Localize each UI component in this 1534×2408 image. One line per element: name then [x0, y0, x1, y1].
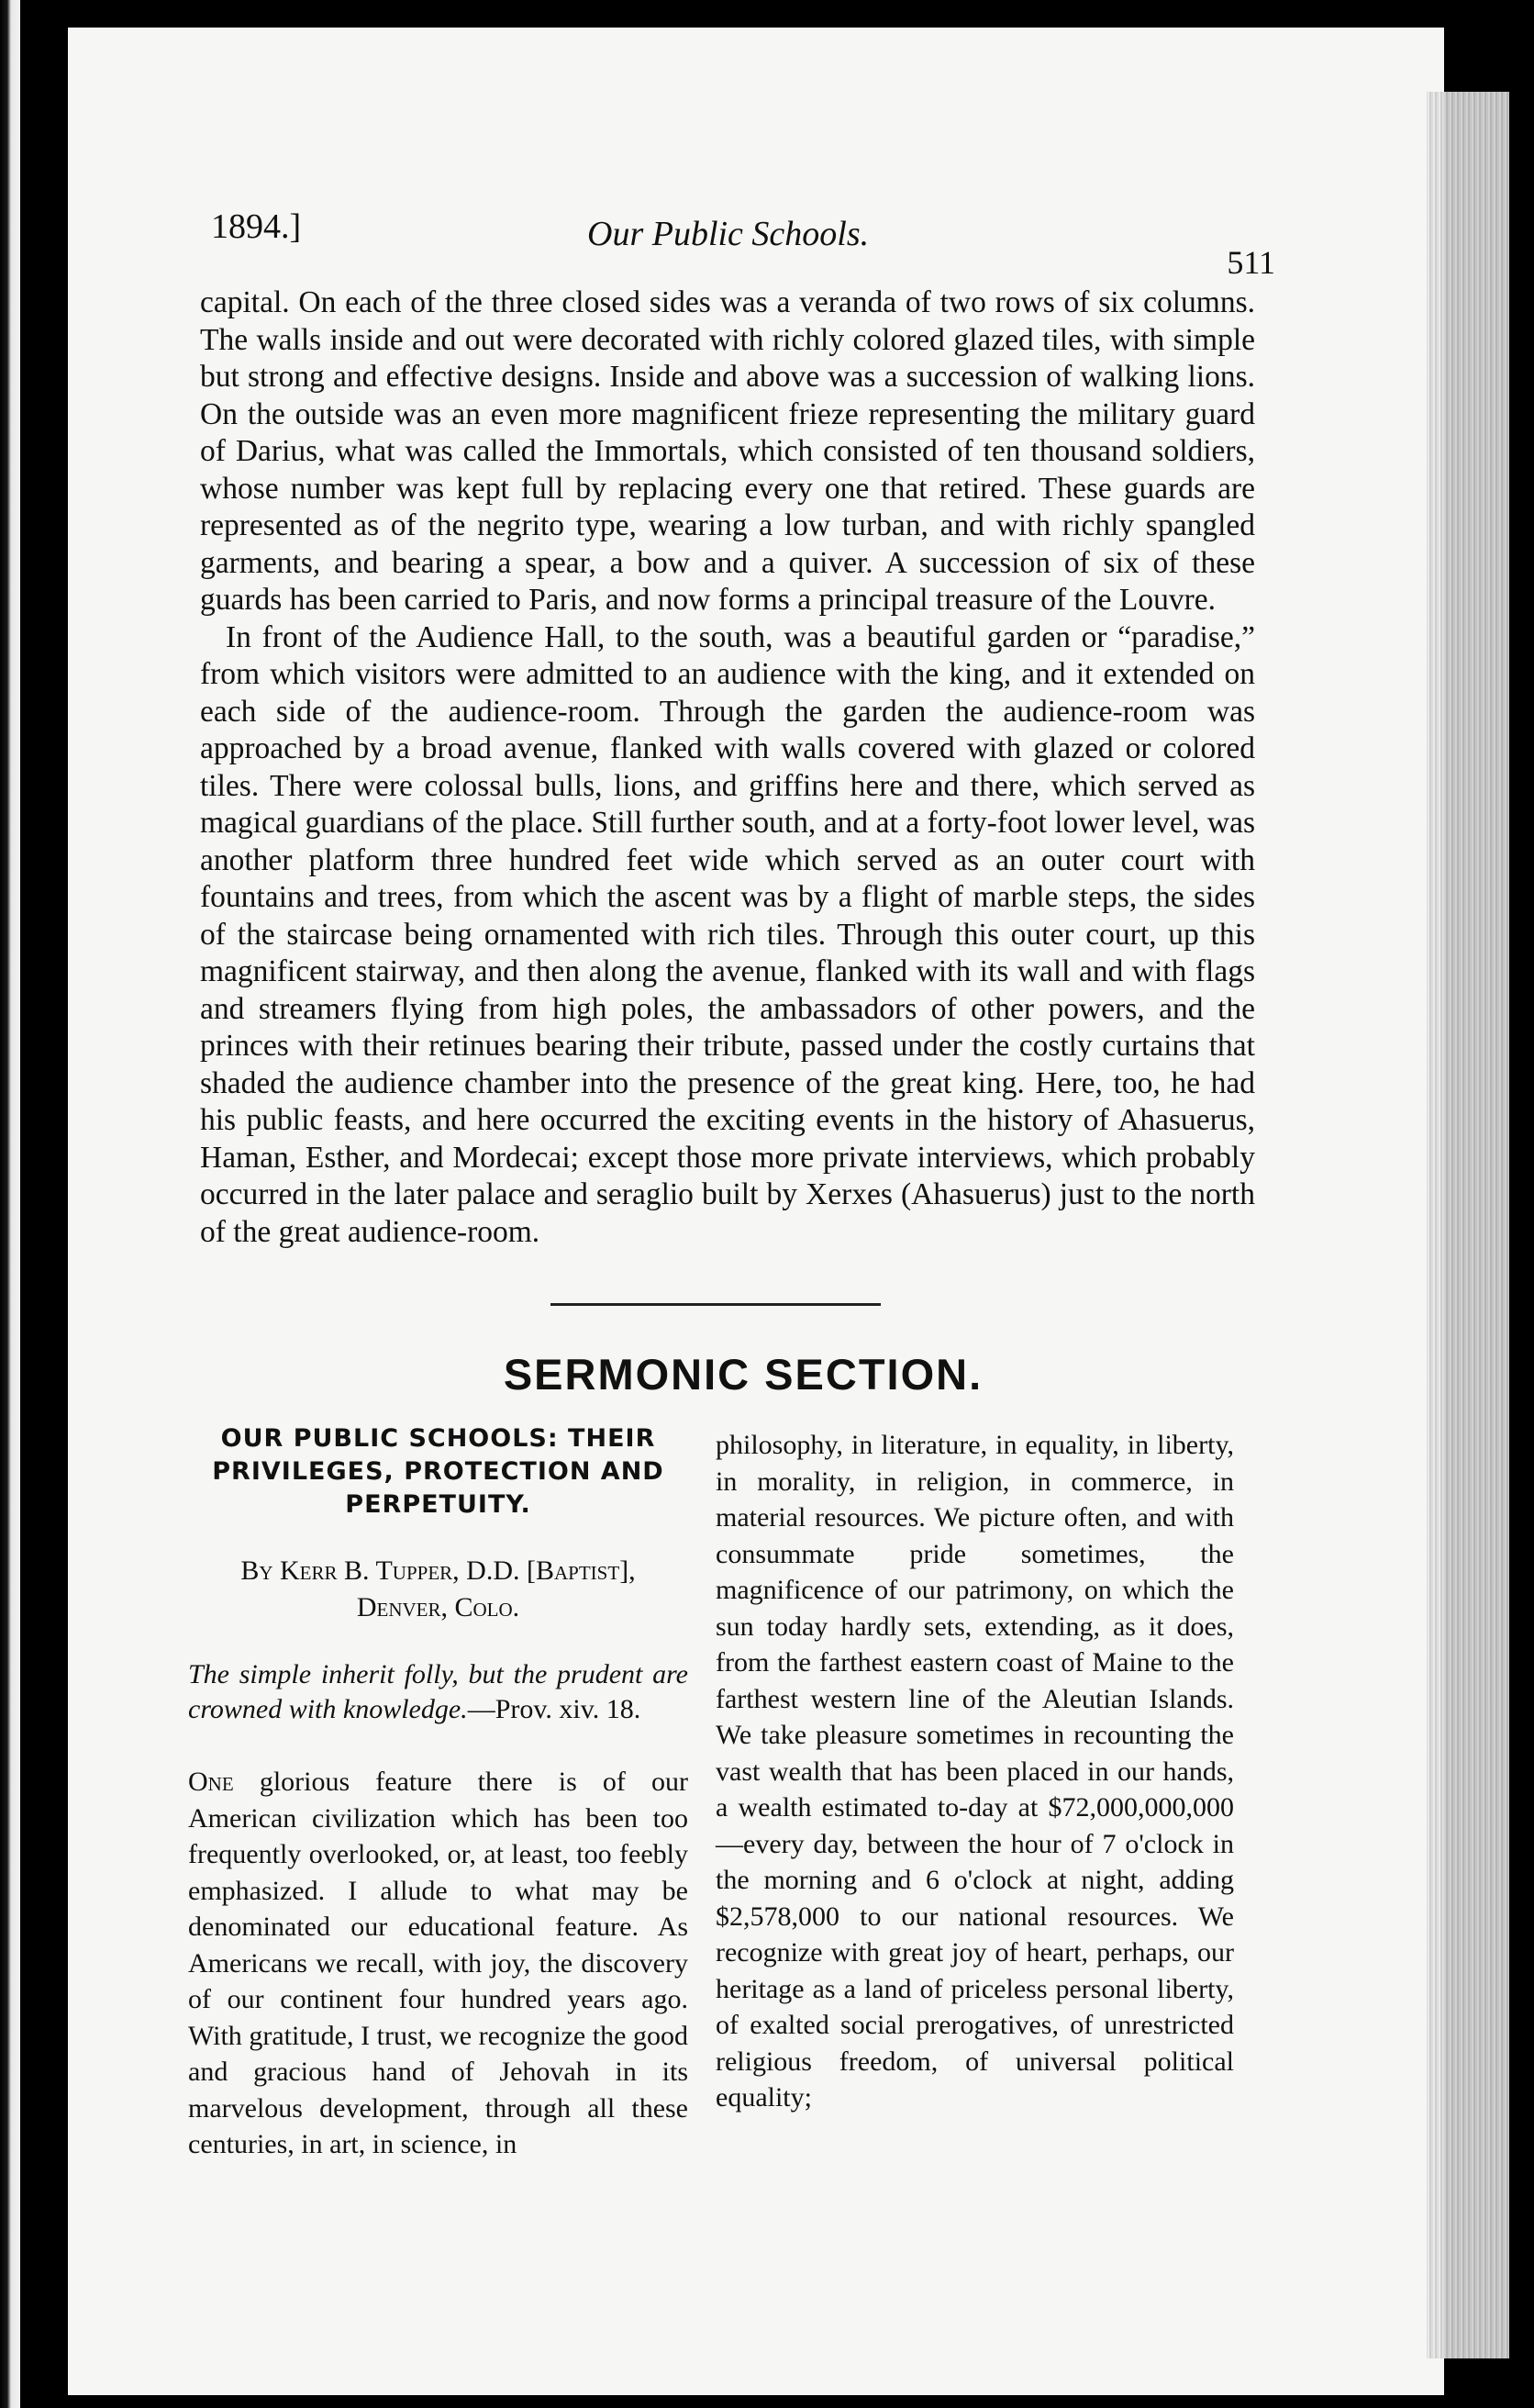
- sermon-body-right: philosophy, in literature, in equality, in liberty, in morality, in religion, in commerce, in material resources. We picture often, and with consummate pride sometimes, the magnificence of our patrimony, on which the sun today hardly sets, extending, as it does, from the farthest eastern coast of Maine to the farthest western line of the Aleutian Islands. We take pleasure sometimes in recounting the vast wealth that has been placed in our hands, a wealth estimated to-day at $72,000,000,000—every day, between the hour of 7 o'clock in the morning and 6 o'clock at night, adding $2,578,000 to our national resources. We recognize with great joy of heart, perhaps, our heritage as a land of priceless personal liberty, of exalted social prerogatives, of unrestricted religious freedom, of universal political equality;: [716, 1430, 1234, 2113]
- book-gutter: [0, 0, 20, 2408]
- sermon-body-left: [188, 1764, 688, 2163]
- running-head-year: 1894.]: [211, 207, 302, 246]
- epigraph-text: The simple inherit folly, but the prudent are crowned with knowledge.: [188, 1659, 688, 1724]
- sermon-epigraph: [188, 1657, 688, 1727]
- sermon-text-left: glorious feature there is of our American civilization which has been too frequently overlooked, or, at least, too feebly emphasized. I allude to what may be denominated our educational feature. As Americans we recall, with joy, the discovery of our continent four hundred years ago. With gratitude, I trust, we recognize the good and gracious hand of Jehovah in its marvelous development, through all these centuries, in art, in science, in: [188, 1767, 689, 2159]
- byline-location: Denver, Colo.: [356, 1592, 520, 1622]
- sermon-column-left: [188, 1422, 688, 2163]
- page-fore-edge: [1427, 92, 1509, 2358]
- sermon-title: OUR PUBLIC SCHOOLS: THEIR PRIVILEGES, PROTECTION AND PERPETUITY.: [212, 1424, 664, 1519]
- epigraph-reference: —Prov. xiv. 18.: [467, 1694, 641, 1724]
- essay-continuation: [200, 284, 1255, 1251]
- running-head-title: Our Public Schools.: [587, 215, 870, 253]
- page-number: 511: [1227, 244, 1275, 281]
- sermon-byline: [188, 1553, 688, 1626]
- essay-paragraph: In front of the Audience Hall, to the south, was a beautiful garden or “paradise,” from which visitors were admitted to an audience with the king, and it extended on each side of the audience-room. Through the garden the audience-room was approached by a broad avenue, flanked with walls covered with glazed or colored tiles. There were colossal bulls, lions, and griffins here and there, which served as magical guardians of the place. Still further south, and at a forty-foot lower level, was another platform three hundred feet wide which served as an outer court with fountains and trees, from which the ascent was by a flight of marble steps, the sides of the staircase being ornamented with rich tiles. Through this outer court, up this magnificent stairway, and then along the avenue, flanked with its wall and with flags and streamers flying from high poles, the ambassadors of other powers, and the princes with their retinues bearing their tribute, passed under the costly curtains that shaded the audience chamber into the presence of the great king. Here, too, he had his public feasts, and here occurred the exciting events in the history of Ahasuerus, Haman, Esther, and Mordecai; except those more private interviews, which probably occurred in the later palace and seraglio built by Xerxes (Ahasuerus) just to the north of the great audience-room.: [200, 619, 1255, 1249]
- section-heading: SERMONIC SECTION.: [503, 1350, 984, 1399]
- running-head: [211, 197, 1275, 281]
- essay-paragraph: capital. On each of the three closed sides was a veranda of two rows of six columns. The walls inside and out were decorated with richly colored glazed tiles, with simple but strong and effective designs. Inside and above was a succession of walking lions. On the outside was an even more magnificent frieze representing the military guard of Darius, what was called the Immortals, which consisted of ten thousand soldiers, whose number was kept full by replacing every one that retired. These guards are represented as of the negrito type, wearing a low turban, and with richly spangled garments, and bearing a spear, a bow and a quiver. A succession of six of these guards has been carried to Paris, and now forms a principal treasure of the Louvre.: [200, 285, 1255, 617]
- byline-author: By Kerr B. Tupper, D.D. [Baptist],: [240, 1555, 636, 1586]
- opening-word: One: [188, 1767, 234, 1797]
- sermon-column-right: [716, 1427, 1234, 2116]
- section-divider-rule: [550, 1303, 881, 1306]
